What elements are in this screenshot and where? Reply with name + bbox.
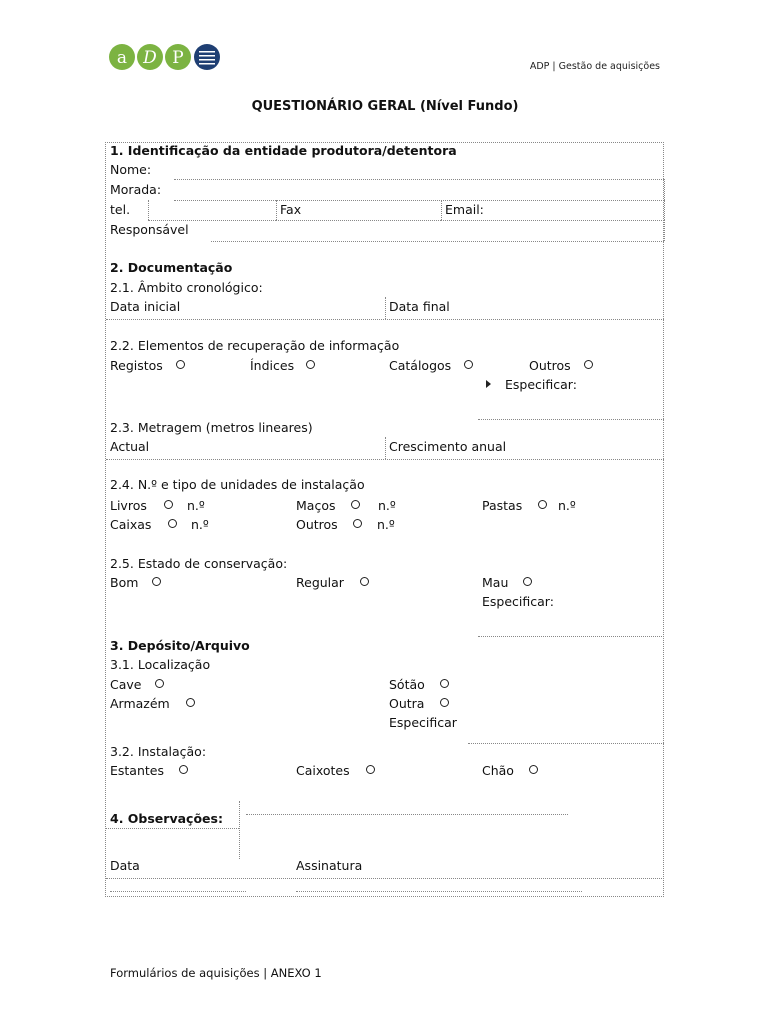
macos-label: Maços [296, 498, 336, 513]
svg-text:P: P [172, 48, 184, 68]
armazem-label: Armazém [110, 696, 170, 711]
s32-title: 3.2. Instalação: [110, 744, 207, 759]
estantes-radio[interactable] [179, 765, 188, 774]
bom-radio[interactable] [152, 577, 161, 586]
morada-field[interactable] [174, 200, 664, 201]
responsavel-label: Responsável [110, 222, 189, 237]
assinatura-field[interactable] [296, 891, 582, 892]
header-org: ADP | Gestão de aquisições [529, 61, 660, 72]
observacoes-field[interactable] [246, 814, 568, 815]
pastas-num: n.º [558, 498, 576, 513]
s22-especificar-label: Especificar: [505, 377, 577, 392]
questionnaire-form [105, 142, 664, 897]
s25-especificar-label: Especificar: [482, 594, 554, 609]
email-field[interactable] [441, 220, 664, 221]
actual-label: Actual [110, 439, 150, 454]
document-title: QUESTIONÁRIO GERAL (Nível Fundo) [251, 99, 519, 114]
crescimento-label: Crescimento anual [389, 439, 507, 454]
indices-label: Índices [250, 358, 295, 373]
mau-radio[interactable] [523, 577, 532, 586]
bullet-arrow-icon [486, 380, 491, 388]
registos-label: Registos [110, 358, 163, 373]
s23-title: 2.3. Metragem (metros lineares) [110, 420, 313, 435]
estantes-label: Estantes [110, 763, 164, 778]
nome-field[interactable] [174, 179, 664, 180]
catalogos-label: Catálogos [389, 358, 452, 373]
s25-title: 2.5. Estado de conservação: [110, 556, 288, 571]
macos-radio[interactable] [351, 500, 360, 509]
outros-radio[interactable] [584, 360, 593, 369]
catalogos-radio[interactable] [464, 360, 473, 369]
caixotes-label: Caixotes [296, 763, 350, 778]
fax-field[interactable] [276, 220, 441, 221]
s21-title: 2.1. Âmbito cronológico: [110, 280, 263, 295]
outra-label: Outra [389, 696, 425, 711]
svg-text:D: D [143, 48, 157, 68]
data-label: Data [110, 858, 140, 873]
s31-title: 3.1. Localização [110, 657, 211, 672]
s25-especificar-field[interactable] [478, 636, 664, 637]
svg-text:a: a [116, 48, 128, 68]
outra-radio[interactable] [440, 698, 449, 707]
sotao-radio[interactable] [440, 679, 449, 688]
macos-num: n.º [378, 498, 396, 513]
outros-unit-num: n.º [377, 517, 395, 532]
livros-label: Livros [110, 498, 147, 513]
regular-label: Regular [296, 575, 344, 590]
pastas-label: Pastas [482, 498, 523, 513]
page-footer: Formulários de aquisições | ANEXO 1 [110, 966, 322, 980]
section3-heading: 3. Depósito/Arquivo [110, 638, 250, 653]
section1-heading: 1. Identificação da entidade produtora/detentora [110, 143, 457, 158]
livros-num: n.º [187, 498, 205, 513]
outros-label: Outros [529, 358, 571, 373]
chao-radio[interactable] [529, 765, 538, 774]
assinatura-label: Assinatura [296, 858, 363, 873]
cave-radio[interactable] [155, 679, 164, 688]
data-inicial-label: Data inicial [110, 299, 181, 314]
indices-radio[interactable] [306, 360, 315, 369]
data-field[interactable] [110, 891, 246, 892]
s31-especificar-label: Especificar [389, 715, 457, 730]
responsavel-field[interactable] [211, 241, 664, 242]
outros-unit-radio[interactable] [353, 519, 362, 528]
regular-radio[interactable] [360, 577, 369, 586]
caixotes-radio[interactable] [366, 765, 375, 774]
pastas-radio[interactable] [538, 500, 547, 509]
adp-logo [108, 42, 222, 72]
bom-label: Bom [110, 575, 139, 590]
tel-field[interactable] [148, 220, 276, 221]
s31-especificar-field[interactable] [468, 743, 664, 744]
email-label: Email: [445, 202, 484, 217]
armazem-radio[interactable] [186, 698, 195, 707]
section2-heading: 2. Documentação [110, 260, 233, 275]
morada-label: Morada: [110, 182, 162, 197]
outros-unit-label: Outros [296, 517, 338, 532]
caixas-label: Caixas [110, 517, 152, 532]
fax-label: Fax [280, 202, 302, 217]
s22-title: 2.2. Elementos de recuperação de informação [110, 338, 400, 353]
sotao-label: Sótão [389, 677, 425, 692]
tel-label: tel. [110, 202, 131, 217]
s24-title: 2.4. N.º e tipo de unidades de instalação [110, 477, 365, 492]
registos-radio[interactable] [176, 360, 185, 369]
mau-label: Mau [482, 575, 509, 590]
nome-label: Nome: [110, 162, 152, 177]
cave-label: Cave [110, 677, 142, 692]
data-final-label: Data final [389, 299, 450, 314]
caixas-num: n.º [191, 517, 209, 532]
chao-label: Chão [482, 763, 514, 778]
caixas-radio[interactable] [168, 519, 177, 528]
livros-radio[interactable] [164, 500, 173, 509]
section4-heading: 4. Observações: [110, 811, 223, 826]
s22-especificar-field[interactable] [478, 419, 664, 420]
